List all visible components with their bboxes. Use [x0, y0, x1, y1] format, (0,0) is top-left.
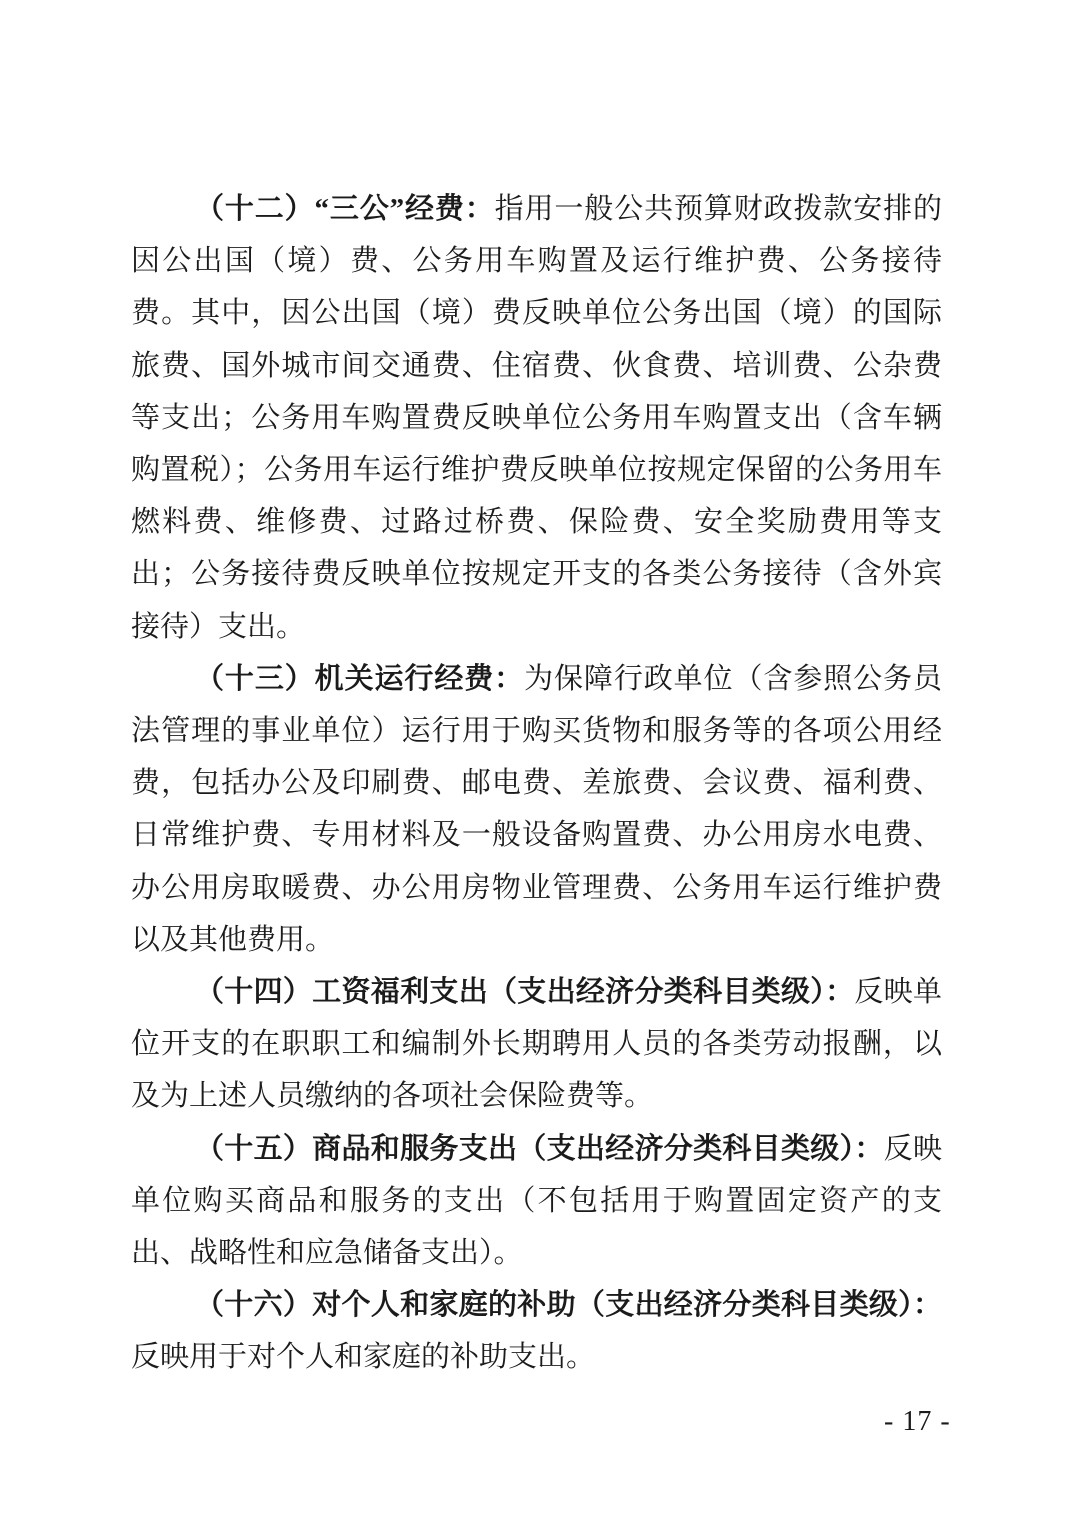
paragraph-16-text: 反映用于对个人和家庭的补助支出。	[131, 1341, 596, 1374]
paragraph-14-lead: （十四）工资福利支出（支出经济分类科目类级）：	[195, 976, 855, 1009]
paragraph-item-15	[131, 1123, 942, 1280]
paragraph-13-lead: （十三）机关运行经费：	[195, 662, 525, 695]
paragraph-item-16	[131, 1279, 942, 1383]
document-body	[131, 183, 942, 1384]
page-footer	[0, 1406, 1075, 1446]
paragraph-12-lead: （十二）“三公”经费：	[195, 193, 495, 225]
paragraph-item-13	[131, 653, 942, 966]
paragraph-item-14	[131, 966, 942, 1123]
paragraph-12-text: 指用一般公共预算财政拨款安排的因公出国（境）费、公务用车购置及运行维护费、公务接待费。其中，因公出国（境）费反映单位公务出国（境）的国际旅费、国外城市间交通费、住宿费、伙食费、培训费、公杂费等支出；公务用车购置费反映单位公务用车购置支出（含车辆购置税）；公务用车运行维护费反映单位按规定保留的公务用车燃料费、维修费、过路过桥费、保险费、安全奖励费用等支出；公务接待费反映单位按规定开支的各类公务接待（含外宾接待）支出。	[131, 193, 942, 643]
paragraph-15-text: 反映单位购买商品和服务的支出（不包括用于购置固定资产的支出、战略性和应急储备支出）。	[131, 1132, 942, 1270]
paragraph-14-text: 反映单位开支的在职职工和编制外长期聘用人员的各类劳动报酬，以及为上述人员缴纳的各项社会保险费等。	[131, 976, 942, 1113]
paragraph-13-text: 为保障行政单位（含参照公务员法管理的事业单位）运行用于购买货物和服务等的各项公用经费，包括办公及印刷费、邮电费、差旅费、会议费、福利费、日常维护费、专用材料及一般设备购置费、办公用房水电费、办公用房取暖费、办公用房物业管理费、公务用车运行维护费以及其他费用。	[131, 662, 942, 956]
page-number: - 17 -	[884, 1406, 951, 1437]
paragraph-16-lead: （十六）对个人和家庭的补助（支出经济分类科目类级）：	[195, 1289, 942, 1322]
paragraph-15-lead: （十五）商品和服务支出（支出经济分类科目类级）：	[195, 1132, 884, 1165]
paragraph-item-12	[131, 183, 942, 653]
